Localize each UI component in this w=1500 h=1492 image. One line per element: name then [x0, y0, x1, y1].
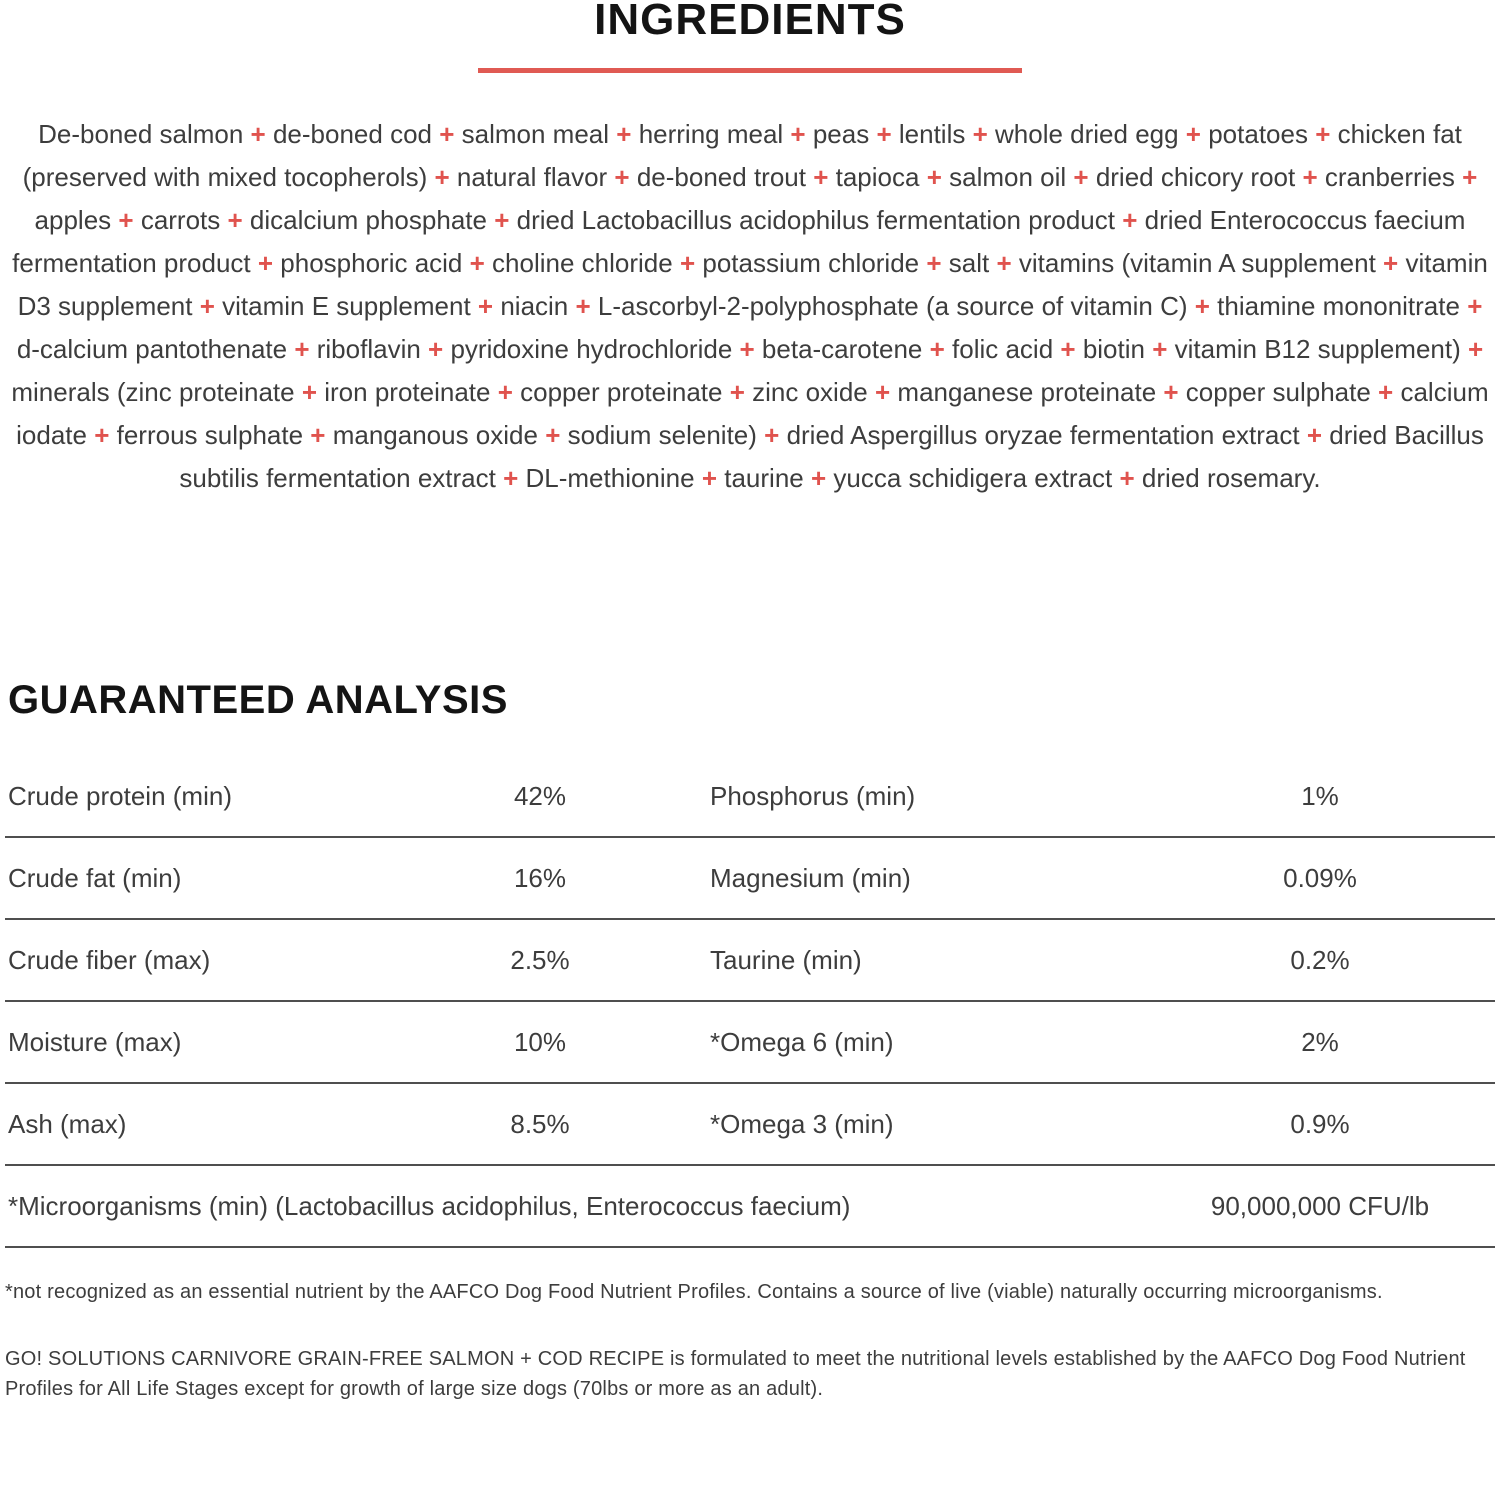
- aafco-nutrient-footnote: *not recognized as an essential nutrient by the AAFCO Dog Food Nutrient Profiles. Contains a source of live (viable) naturally occurring microorganisms.: [5, 1281, 1383, 1303]
- ingredient: DL-methionine: [525, 463, 695, 493]
- plus-separator: +: [919, 162, 950, 192]
- ingredient: phosphoric acid: [280, 248, 463, 278]
- plus-separator: +: [490, 377, 521, 407]
- ingredient: salt: [948, 248, 990, 278]
- plus-separator: +: [294, 377, 325, 407]
- ingredients-paragraph: [5, 113, 1495, 500]
- plus-separator: +: [303, 420, 333, 450]
- analysis-row: [5, 920, 1495, 1002]
- ingredient: lentils: [898, 119, 966, 149]
- ingredient: biotin: [1082, 334, 1145, 364]
- ingredient: manganous oxide: [332, 420, 538, 450]
- nutrient-value: 2.5%: [510, 944, 570, 975]
- microorganisms-value: 90,000,000 CFU/lb: [1210, 1190, 1430, 1221]
- plus-separator: +: [1187, 291, 1218, 321]
- nutrient-label: Taurine (min): [710, 944, 862, 975]
- plus-separator: +: [867, 377, 898, 407]
- plus-separator: +: [111, 205, 141, 235]
- nutrient-value: 42%: [513, 780, 567, 811]
- plus-separator: +: [220, 205, 250, 235]
- plus-separator: +: [1114, 205, 1145, 235]
- ingredient: herring meal: [638, 119, 784, 149]
- ingredient: dried Enterococcus faecium fermentation product: [12, 205, 1466, 278]
- nutrient-label: Phosphorus (min): [710, 780, 916, 811]
- ingredient: choline chloride: [492, 248, 673, 278]
- plus-separator: +: [989, 248, 1019, 278]
- plus-separator: +: [1178, 119, 1209, 149]
- nutrient-value: 0.09%: [1283, 862, 1357, 893]
- plus-separator: +: [1066, 162, 1096, 192]
- microorganisms-row: [5, 1166, 1495, 1248]
- plus-separator: +: [568, 291, 598, 321]
- nutrient-label: *Omega 3 (min): [710, 1108, 894, 1139]
- ingredient: minerals (zinc proteinate: [11, 377, 295, 407]
- ingredient: dried Aspergillus oryzae fermentation extract: [786, 420, 1300, 450]
- plus-separator: +: [495, 463, 526, 493]
- microorganisms-label: *Microorganisms (min) (Lactobacillus acidophilus, Enterococcus faecium): [8, 1190, 851, 1221]
- ingredient: ferrous sulphate: [116, 420, 304, 450]
- plus-separator: +: [1307, 119, 1338, 149]
- plus-separator: +: [965, 119, 995, 149]
- nutrient-value: 0.2%: [1290, 944, 1350, 975]
- ingredient: salmon meal: [461, 119, 610, 149]
- nutrient-label: Moisture (max): [8, 1026, 182, 1057]
- ingredient: vitamins (vitamin A supplement: [1018, 248, 1376, 278]
- ingredient: L-ascorbyl-2-polyphosphate (a source of vitamin C): [597, 291, 1188, 321]
- ingredients-section: [5, 0, 1495, 500]
- guaranteed-analysis-title: GUARANTEED ANALYSIS: [8, 678, 508, 722]
- ingredient: de-boned trout: [636, 162, 806, 192]
- plus-separator: +: [783, 119, 813, 149]
- plus-separator: +: [607, 162, 637, 192]
- plus-separator: +: [803, 463, 834, 493]
- ingredient: potassium chloride: [702, 248, 920, 278]
- analysis-row: [5, 756, 1495, 838]
- plus-separator: +: [919, 248, 949, 278]
- plus-separator: +: [432, 119, 462, 149]
- plus-separator: +: [609, 119, 639, 149]
- plus-separator: +: [805, 162, 836, 192]
- ingredient: pyridoxine hydrochloride: [450, 334, 733, 364]
- guaranteed-analysis-section: [5, 680, 1495, 1248]
- plus-separator: +: [1295, 162, 1325, 192]
- ingredient: d-calcium pantothenate: [16, 334, 288, 364]
- ingredient: riboflavin: [316, 334, 421, 364]
- nutrient-value: 2%: [1301, 1026, 1339, 1057]
- nutrient-label: Crude fat (min): [8, 862, 182, 893]
- ingredient: copper sulphate: [1185, 377, 1371, 407]
- ingredient: niacin: [500, 291, 569, 321]
- ingredient: zinc oxide: [752, 377, 868, 407]
- plus-separator: +: [1053, 334, 1083, 364]
- nutrient-label: Ash (max): [8, 1108, 127, 1139]
- formulation-footnote: GO! SOLUTIONS CARNIVORE GRAIN-FREE SALMON + COD RECIPE is formulated to meet the nutritional levels established by the AAFCO Dog Food Nutrient Profiles for All Life Stages except for growth of large size dogs (70lbs or more as an adult).: [5, 1348, 1466, 1400]
- ingredient: iron proteinate: [324, 377, 491, 407]
- plus-separator: +: [250, 248, 281, 278]
- plus-separator: +: [922, 334, 953, 364]
- nutrient-value: 0.9%: [1290, 1108, 1350, 1139]
- ingredient: cranberries: [1324, 162, 1455, 192]
- analysis-table: [5, 756, 1495, 1248]
- ingredient: whole dried egg: [995, 119, 1179, 149]
- ingredient: potatoes: [1208, 119, 1308, 149]
- plus-separator: +: [462, 248, 493, 278]
- ingredient: carrots: [140, 205, 221, 235]
- plus-separator: +: [486, 205, 517, 235]
- plus-separator: +: [470, 291, 501, 321]
- plus-separator: +: [1375, 248, 1406, 278]
- ingredient: vitamin D3 supplement: [17, 248, 1488, 321]
- ingredient: apples: [34, 205, 112, 235]
- plus-separator: +: [86, 420, 117, 450]
- plus-separator: +: [756, 420, 787, 450]
- plus-separator: +: [192, 291, 223, 321]
- plus-separator: +: [1370, 377, 1401, 407]
- ingredient: vitamin B12 supplement): [1174, 334, 1461, 364]
- plus-separator: +: [722, 377, 753, 407]
- nutrient-value: 8.5%: [510, 1108, 570, 1139]
- plus-separator: +: [287, 334, 317, 364]
- ingredient: dried Lactobacillus acidophilus fermentation product: [516, 205, 1115, 235]
- plus-separator: +: [1460, 334, 1484, 364]
- ingredient: tapioca: [835, 162, 920, 192]
- ingredient: copper proteinate: [520, 377, 723, 407]
- plus-separator: +: [869, 119, 899, 149]
- plus-separator: +: [1454, 162, 1478, 192]
- ingredient: sodium selenite): [567, 420, 757, 450]
- ingredient: chicken fat (preserved with mixed tocopherols): [22, 119, 1462, 192]
- nutrient-label: Crude fiber (max): [8, 944, 211, 975]
- plus-separator: +: [420, 334, 451, 364]
- ingredient: dried Bacillus subtilis fermentation extract: [179, 420, 1484, 493]
- nutrient-value: 10%: [513, 1026, 567, 1057]
- ingredients-title: INGREDIENTS: [594, 0, 906, 44]
- ingredient: de-boned cod: [272, 119, 432, 149]
- nutrient-label: Crude protein (min): [8, 780, 232, 811]
- ingredient: yucca schidigera extract: [833, 463, 1113, 493]
- plus-separator: +: [1459, 291, 1483, 321]
- plus-separator: +: [243, 119, 273, 149]
- ingredient: peas: [812, 119, 870, 149]
- plus-separator: +: [1112, 463, 1142, 493]
- analysis-row: [5, 1002, 1495, 1084]
- ingredient: dried rosemary.: [1141, 463, 1321, 493]
- ingredient: thiamine mononitrate: [1217, 291, 1460, 321]
- title-underline: [478, 68, 1022, 73]
- ingredient: manganese proteinate: [897, 377, 1157, 407]
- plus-separator: +: [1156, 377, 1186, 407]
- plus-separator: +: [732, 334, 762, 364]
- plus-separator: +: [427, 162, 457, 192]
- ingredient: dicalcium phosphate: [249, 205, 487, 235]
- plus-separator: +: [1144, 334, 1175, 364]
- plus-separator: +: [1299, 420, 1330, 450]
- ingredient: De-boned salmon: [38, 119, 244, 149]
- ingredient: salmon oil: [949, 162, 1067, 192]
- ingredient: taurine: [724, 463, 804, 493]
- analysis-row: [5, 1084, 1495, 1166]
- analysis-row: [5, 838, 1495, 920]
- plus-separator: +: [672, 248, 703, 278]
- nutrient-label: Magnesium (min): [710, 862, 911, 893]
- ingredient: natural flavor: [456, 162, 608, 192]
- ingredient: vitamin E supplement: [222, 291, 471, 321]
- nutrient-label: *Omega 6 (min): [710, 1026, 894, 1057]
- ingredient: beta-carotene: [761, 334, 923, 364]
- ingredient: calcium iodate: [16, 377, 1489, 450]
- nutrient-value: 1%: [1301, 780, 1339, 811]
- plus-separator: +: [537, 420, 568, 450]
- footnotes-section: [5, 1278, 1495, 1404]
- plus-separator: +: [694, 463, 725, 493]
- ingredient: folic acid: [952, 334, 1054, 364]
- nutrient-value: 16%: [513, 862, 567, 893]
- ingredient: dried chicory root: [1095, 162, 1296, 192]
